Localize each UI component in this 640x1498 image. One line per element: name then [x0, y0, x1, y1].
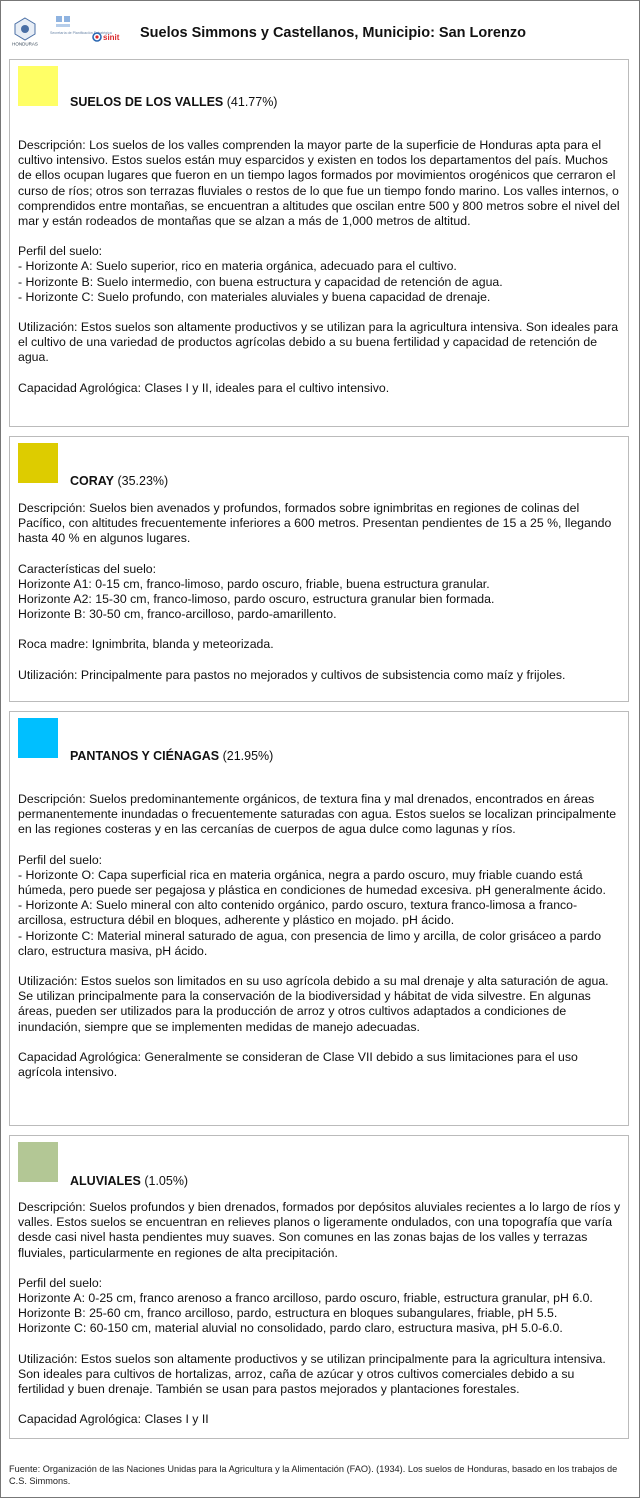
card-paragraph: [18, 1352, 622, 1398]
soil-percentage: (41.77%): [226, 95, 278, 109]
card-title: [70, 474, 168, 488]
paragraph-line: Horizonte A2: 15-30 cm, franco-limoso, pardo oscuro, estructura granular bien formada.: [18, 592, 495, 607]
paragraph-line: Horizonte A1: 0-15 cm, franco-limoso, pardo oscuro, friable, buena estructura granular.: [18, 576, 490, 591]
soil-name: PANTANOS Y CIÉNAGAS: [70, 749, 220, 763]
card-paragraph: [18, 244, 622, 305]
paragraph-line: Utilización: Estos suelos son altamente productivos y se utilizan para la agricultura intensiva. Son ideales para el cultivo de una variedad de productos agrícolas debido a su buena fertilidad y capacidad de retención de agua.: [18, 320, 619, 365]
paragraph-line: Utilización: Estos suelos son altamente productivos y se utilizan principalmente para la agricultura intensiva. Son ideales para cultivos de hortalizas, arroz, caña de azúcar y otros cultivos comerciales debido a su fertilidad y buen drenaje. También se usan para pastos mejorados y plantaciones forestales.: [18, 1351, 606, 1397]
card-title: [70, 95, 277, 109]
card-paragraph: [18, 381, 622, 396]
card-body: [18, 792, 622, 1095]
planificacion-logo-text: Secretaría de Planificación Estratégica: [50, 31, 112, 35]
card-paragraph: [18, 1050, 622, 1080]
legend-swatch: [18, 443, 58, 483]
card-title: [70, 749, 273, 763]
paragraph-line: Descripción: Suelos bien avenados y profundos, formados sobre ignimbritas en regiones de colinas del Pacífico, con altitudes frecuentemente inferiores a 600 metros. Presentan pendientes de 15 a 25 %, llegando hasta 40 % en algunos lugares.: [18, 501, 612, 546]
card-body: [18, 1200, 622, 1442]
soil-name: SUELOS DE LOS VALLES: [70, 95, 224, 109]
soil-card-aluviales: [9, 1135, 629, 1439]
soil-card-valles: [9, 59, 629, 427]
paragraph-line: Capacidad Agrológica: Generalmente se consideran de Clase VII debido a sus limitaciones para el uso agrícola intensivo.: [18, 1049, 578, 1080]
paragraph-line: Horizonte C: 60-150 cm, material aluvial no consolidado, pardo claro, estructura masiva, pH 5.0-6.0.: [18, 1321, 563, 1336]
legend-swatch: [18, 1142, 58, 1182]
paragraph-line: - Horizonte A: Suelo superior, rico en materia orgánica, adecuado para el cultivo.: [18, 259, 457, 274]
sinit-logo-icon: [92, 22, 130, 52]
card-paragraph: [18, 792, 622, 838]
card-paragraph: [18, 1200, 622, 1261]
paragraph-line: - Horizonte C: Suelo profundo, con materiales aluviales y buena capacidad de drenaje.: [18, 289, 491, 304]
paragraph-line: Utilización: Principalmente para pastos no mejorados y cultivos de subsistencia como maíz y frijoles.: [18, 667, 566, 682]
paragraph-line: Descripción: Suelos profundos y bien drenados, formados por depósitos aluviales recientes a lo largo de ríos y valles. Estos suelos se encuentran en relieves planos o ligeramente ondulados, con una topografía que varía desde casi nivel hasta pendientes muy suaves. Son comunes en las zonas bajas de los valles y terrazas fluviales, particularmente en regiones de alta precipitación.: [18, 1200, 621, 1260]
legend-swatch: [18, 66, 58, 106]
card-paragraph: [18, 853, 622, 959]
paragraph-line: Características del suelo:: [18, 561, 157, 576]
page-title: Suelos Simmons y Castellanos, Municipio: San Lorenzo: [140, 25, 526, 41]
paragraph-line: Capacidad Agrológica: Clases I y II, ideales para el cultivo intensivo.: [18, 380, 390, 395]
paragraph-line: - Horizonte C: Material mineral saturado de agua, con presencia de limo y arcilla, de color grisáceo a pardo claro, estructura masiva, pH ácido.: [18, 928, 602, 958]
paragraph-line: - Horizonte B: Suelo intermedio, con buena estructura y capacidad de retención de agua.: [18, 274, 503, 289]
card-paragraph: [18, 1412, 622, 1427]
card-paragraph: [18, 637, 622, 652]
honduras-logo-text: HONDURAS: [12, 41, 38, 47]
paragraph-line: Horizonte B: 30-50 cm, franco-arcilloso, pardo-amarillento.: [18, 607, 337, 622]
card-title: [70, 1174, 188, 1188]
card-body: [18, 501, 622, 698]
paragraph-line: Descripción: Los suelos de los valles comprenden la mayor parte de la superficie de Honduras apta para el cultivo intensivo. Estos suelos están muy esparcidos y existen en todos los departamentos del país. Muchos de ellos ocupan lugares que fueron en un tiempo lagos formados por movimientos orogénicos que cerraron el curso de ríos; otros son terrazas fluviales o restos de lo que fue un tiempo fondo marino. Los valles internos, o comprendidos entre montañas, se encuentran a altitudes que oscilan entre 500 y 800 metros sobre el nivel del mar y están rodeados de montañas que se alzan a más de 1,000 metros de altitud.: [18, 138, 620, 229]
paragraph-line: Horizonte A: 0-25 cm, franco arenoso a franco arcilloso, pardo oscuro, friable, estructura granular, pH 6.0.: [18, 1291, 593, 1306]
soil-name: ALUVIALES: [70, 1174, 141, 1188]
paragraph-line: Perfil del suelo:: [18, 1275, 103, 1290]
card-paragraph: [18, 320, 622, 366]
paragraph-line: Descripción: Suelos predominantemente orgánicos, de textura fina y mal drenados, encontrados en áreas permanentemente inundadas o frecuentemente saturadas con agua. Estos suelos se localizan principalmente en las regiones costeras y en las cercanías de cuerpos de agua dulce como lagunas y ríos.: [18, 792, 617, 837]
card-body: [18, 138, 622, 411]
paragraph-line: - Horizonte A: Suelo mineral con alto contenido orgánico, pardo oscuro, textura franco-limosa a franco-arcillosa, estructura débil en bloques, adherente y plástico en mojado. pH ácido.: [18, 898, 578, 928]
soil-percentage: (21.95%): [222, 749, 274, 763]
honduras-seal-icon: [8, 16, 42, 46]
paragraph-line: Utilización: Estos suelos son limitados en su uso agrícola debido a su mal drenaje y alta saturación de agua. Se utilizan principalmente para la conservación de la biodiversidad y hábitat de vida silvestre. En algunas áreas, pueden ser utilizados para la producción de arroz y otros cultivos adaptados a condiciones de inundación, siempre que se implementen medidas de manejo adecuadas.: [18, 974, 609, 1034]
source-citation: Fuente: Organización de las Naciones Unidas para la Agricultura y la Alimentación (FAO). (1934). Los suelos de Honduras, basado en los trabajos de C.S. Simmons.: [9, 1464, 618, 1486]
card-paragraph: [18, 668, 622, 683]
soil-card-pantanos: [9, 711, 629, 1126]
card-paragraph: [18, 974, 622, 1035]
paragraph-line: Roca madre: Ignimbrita, blanda y meteorizada.: [18, 637, 274, 652]
card-paragraph: [18, 562, 622, 623]
soil-percentage: (35.23%): [117, 474, 169, 488]
paragraph-line: Perfil del suelo:: [18, 852, 103, 867]
paragraph-line: Capacidad Agrológica: Clases I y II: [18, 1412, 209, 1427]
card-paragraph: [18, 138, 622, 229]
legend-swatch: [18, 718, 58, 758]
header: [0, 0, 638, 52]
card-paragraph: [18, 1276, 622, 1337]
soil-card-coray: [9, 436, 629, 702]
paragraph-line: Perfil del suelo:: [18, 244, 103, 259]
paragraph-line: Horizonte B: 25-60 cm, franco arcilloso, pardo, estructura en bloques subangulares, friable, pH 5.5.: [18, 1306, 558, 1321]
soil-name: CORAY: [70, 474, 114, 488]
soil-percentage: (1.05%): [144, 1174, 189, 1188]
paragraph-line: - Horizonte O: Capa superficial rica en materia orgánica, negra a pardo oscuro, muy friable cuando está húmeda, pero puede ser pegajosa y plástica en condiciones de humedad excesiva. pH generalmente ácido.: [18, 867, 606, 898]
sinit-logo-text: sinit: [103, 33, 120, 42]
card-paragraph: [18, 501, 622, 547]
